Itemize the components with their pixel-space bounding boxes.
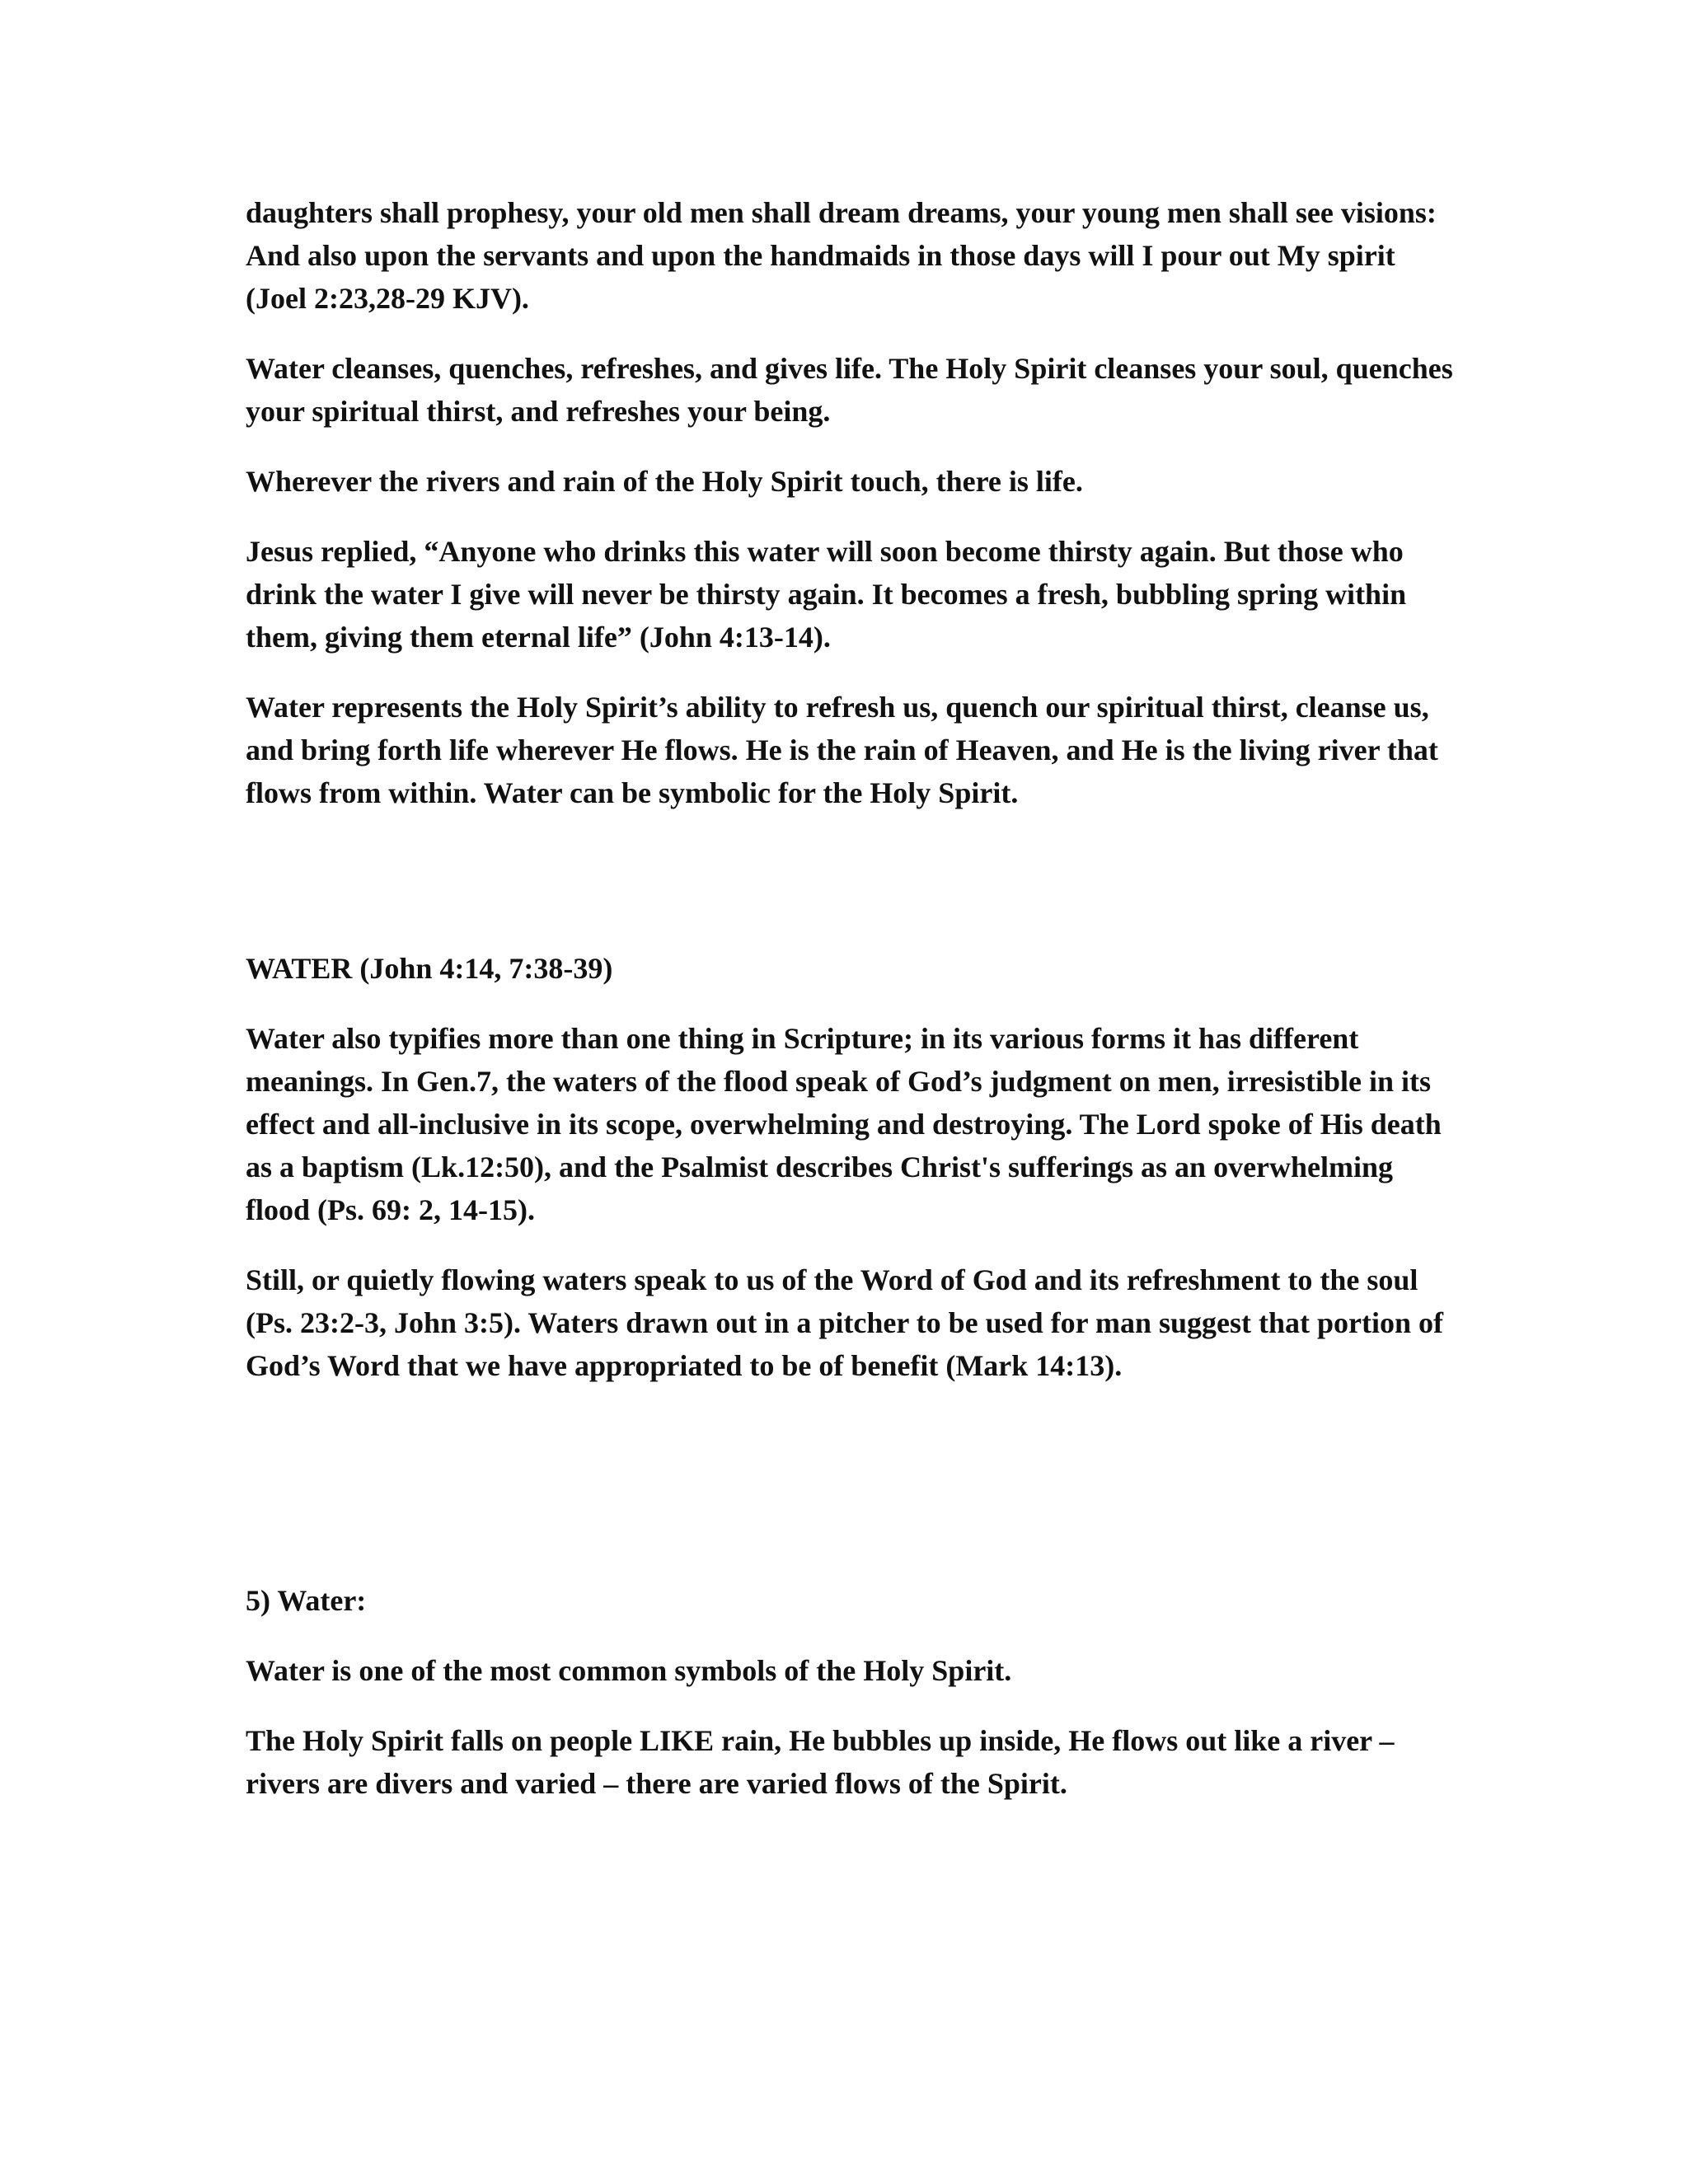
section-spacer <box>246 841 1457 947</box>
paragraph-rivers-rain: Wherever the rivers and rain of the Holy Spirit touch, there is life. <box>246 465 1083 498</box>
section-heading-five-water: 5) Water: <box>246 1584 367 1617</box>
paragraph-joel-quote: daughters shall prophesy, your old men shall dream dreams, your young men shall see visions: And also upon the servants and upon the handmaids in those days will I pour out My spirit (Joel 2:23,28-29 KJV). <box>246 196 1437 315</box>
paragraph-water-cleanses: Water cleanses, quenches, refreshes, and gives life. The Holy Spirit cleanses your soul, quenches your spiritual thirst, and refreshes your being. <box>246 352 1453 428</box>
paragraph-jesus-replied: Jesus replied, “Anyone who drinks this water will soon become thirsty again. But those who drink the water I give will never be thirsty again. It becomes a fresh, bubbling spring within them, giving them eternal life” (John 4:13-14). <box>246 535 1407 654</box>
section-heading-water: WATER (John 4:14, 7:38-39) <box>246 952 613 985</box>
paragraph-still-waters: Still, or quietly flowing waters speak to us of the Word of God and its refreshment to the soul (Ps. 23:2-3, John 3:5). Waters drawn out in a pitcher to be used for man suggest that portion of God’s Word that we have appropriated to be of benefit (Mark 14:13). <box>246 1263 1444 1382</box>
paragraph-falls-like-rain: The Holy Spirit falls on people LIKE rain, He bubbles up inside, He flows out like a river – rivers are divers and varied – there are varied flows of the Spirit. <box>246 1724 1395 1800</box>
document-body <box>246 191 1457 1832</box>
section-spacer <box>246 1414 1457 1579</box>
paragraph-water-typifies: Water also typifies more than one thing in Scripture; in its various forms it has different meanings. In Gen.7, the waters of the flood speak of God’s judgment on men, irresistible in its effect and all-inclusive in its scope, overwhelming and destroying. The Lord spoke of His death as a baptism (Lk.12:50), and the Psalmist describes Christ's sufferings as an overwhelming flood (Ps. 69: 2, 14-15). <box>246 1022 1442 1226</box>
paragraph-water-represents: Water represents the Holy Spirit’s ability to refresh us, quench our spiritual thirst, cleanse us, and bring forth life wherever He flows. He is the rain of Heaven, and He is the living river that flows from within. Water can be symbolic for the Holy Spirit. <box>246 691 1438 809</box>
paragraph-common-symbol: Water is one of the most common symbols of the Holy Spirit. <box>246 1654 1012 1687</box>
